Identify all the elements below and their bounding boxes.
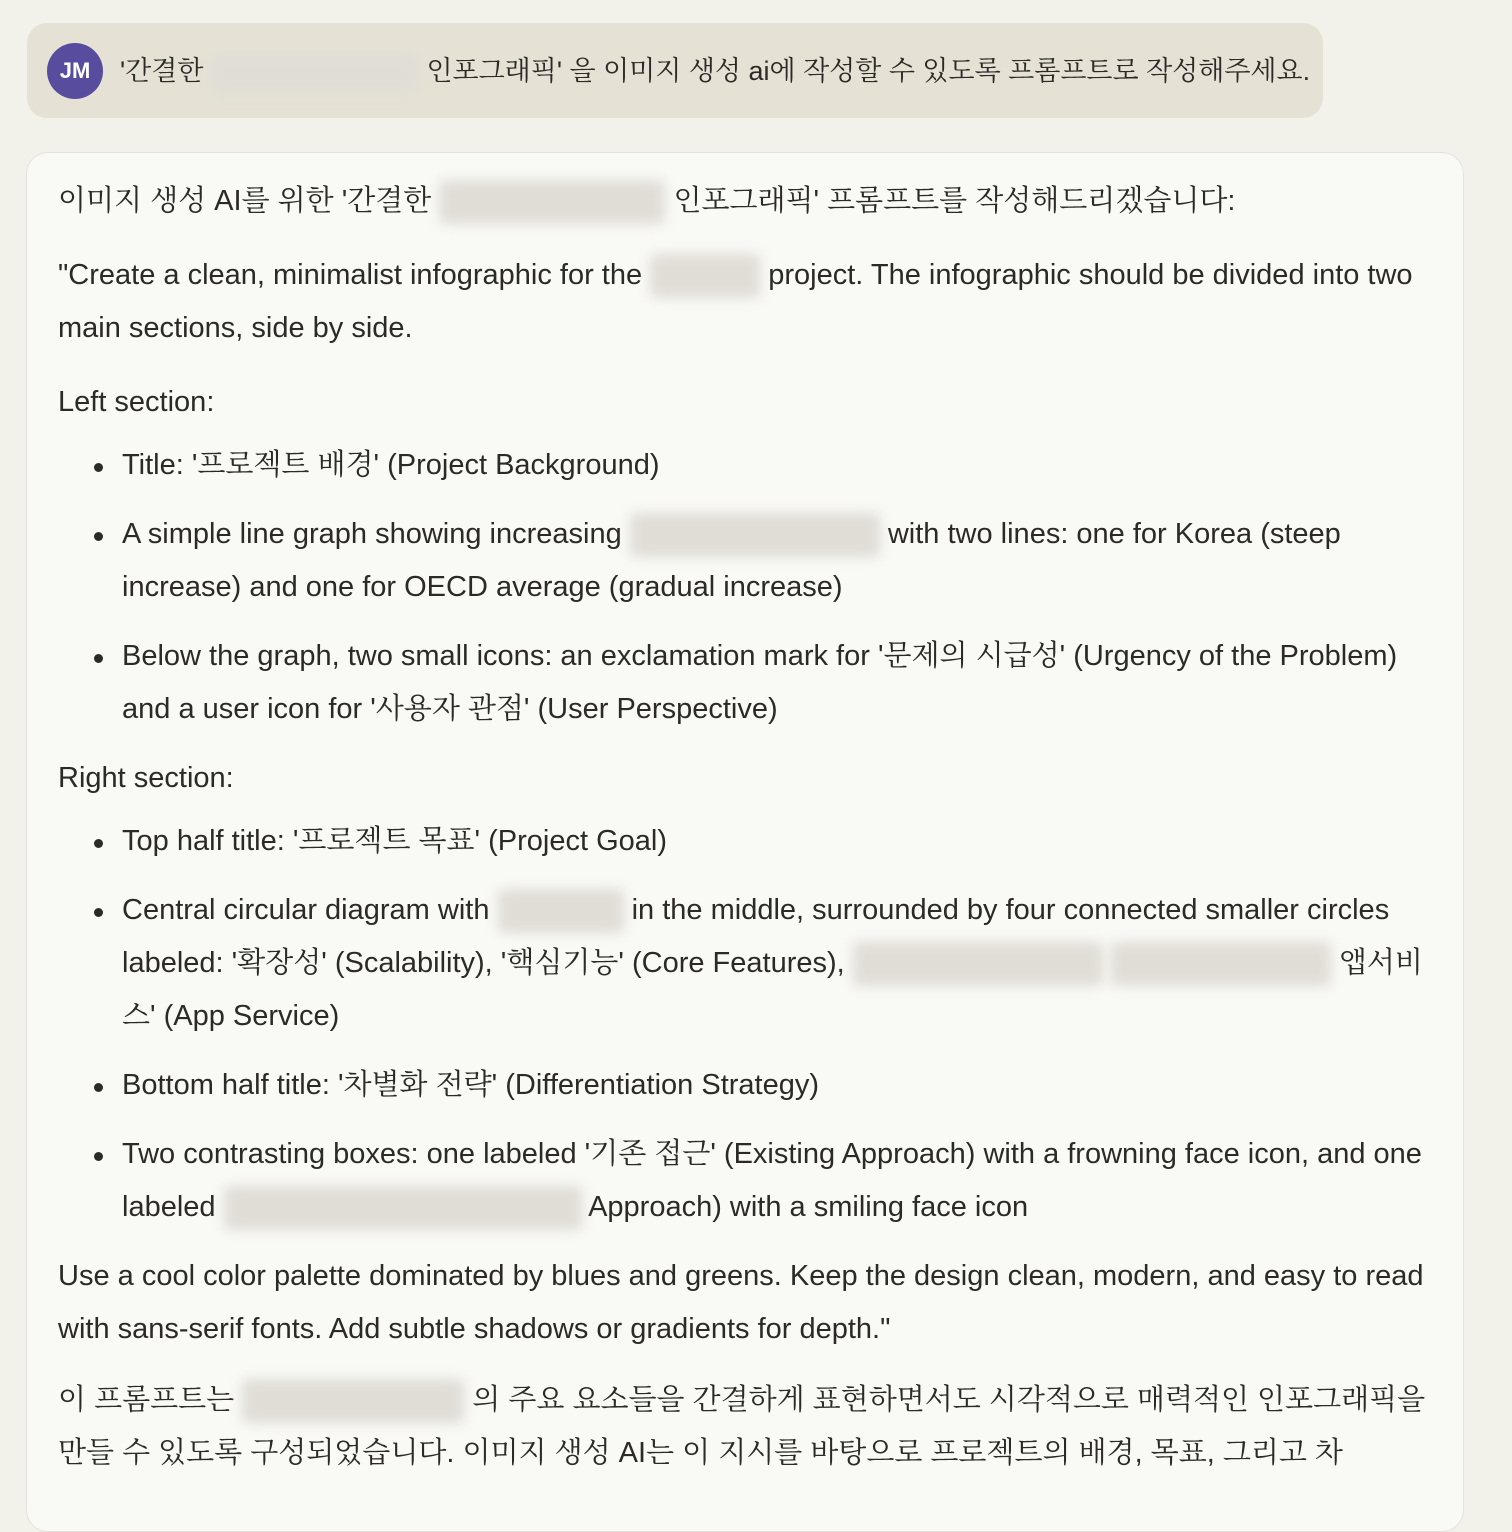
summary-after: 의 주요 요소들을 간결하게 표현하면서도 시각적으로 매력적인 인포그래픽을 만들 수 있도록 구성되었습니다. 이미지 생성 AI는 이 지시를 바탕으로 프로젝트의 배경, 목표, 그리고 차 [58,1384,1426,1469]
intro-before: 이미지 생성 AI를 위한 '간결한 [58,185,432,217]
closing-paragraph: Use a cool color palette dominated by blues and greens. Keep the design clean, modern, and easy to read with sans-serif fonts. Add subtle shadows or gradients for depth." [58,1260,1424,1345]
left-section-label: Left section: [58,386,215,418]
item-text: Two contrasting boxes: one labeled '기존 접근' (Existing Approach) with a frowning face icon, and one labeled [122,1138,1422,1223]
list-item [122,884,1428,1043]
left-section-list [58,439,1428,736]
prompt-before: "Create a clean, minimalist infographic for the [58,259,643,291]
assistant-content [58,175,1428,1480]
right-section-label: Right section: [58,762,234,794]
user-text-before: '간결한 [120,56,204,86]
intro-line [58,175,1428,228]
item-text: 앱서비스' (App Service) [122,947,1423,1032]
item-text: Central circular diagram with [122,894,490,926]
redacted-text [853,942,1103,986]
assistant-message [26,152,1464,1532]
redacted-text [498,889,624,933]
user-message [27,23,1323,118]
item-text: with two lines: one for Korea (steep increase) and one for OECD average (gradual increase) [122,518,1341,603]
intro-after: 인포그래픽' 프롬프트를 작성해드리겠습니다: [673,185,1236,217]
redacted-text [242,1379,464,1423]
summary-paragraph [58,1374,1428,1480]
redacted-text [630,513,880,557]
list-item: Bottom half title: '차별화 전략' (Differentiation Strategy) [122,1059,1428,1112]
user-avatar: JM [47,43,103,99]
list-item [122,508,1428,614]
list-item: Below the graph, two small icons: an exclamation mark for '문제의 시급성' (Urgency of the Problem) and a user icon for '사용자 관점' (User Perspective) [122,630,1428,736]
list-item: Title: '프로젝트 배경' (Project Background) [122,439,1428,492]
prompt-after: project. The infographic should be divided into two main sections, side by side. [58,259,1413,344]
summary-before: 이 프롬프트는 [58,1384,235,1416]
user-text-after: 인포그래픽' 을 이미지 생성 ai에 작성할 수 있도록 프롬프트로 작성해주세요. [426,56,1311,86]
right-section-list [58,815,1428,1234]
redacted-text [224,1186,582,1230]
redacted-text [439,180,665,224]
redacted-text [211,53,419,93]
list-item: Top half title: '프로젝트 목표' (Project Goal) [122,815,1428,868]
item-text: Approach) with a smiling face icon [588,1191,1029,1223]
item-text: A simple line graph showing increasing [122,518,622,550]
redacted-text [650,254,760,298]
item-text: in the middle, surrounded by four connected smaller circles labeled: '확장성' (Scalability), '핵심기능' (Core Features), [122,894,1390,979]
prompt-paragraph [58,249,1428,355]
user-message-text [120,51,1310,93]
list-item [122,1128,1428,1234]
redacted-text [1111,942,1331,986]
